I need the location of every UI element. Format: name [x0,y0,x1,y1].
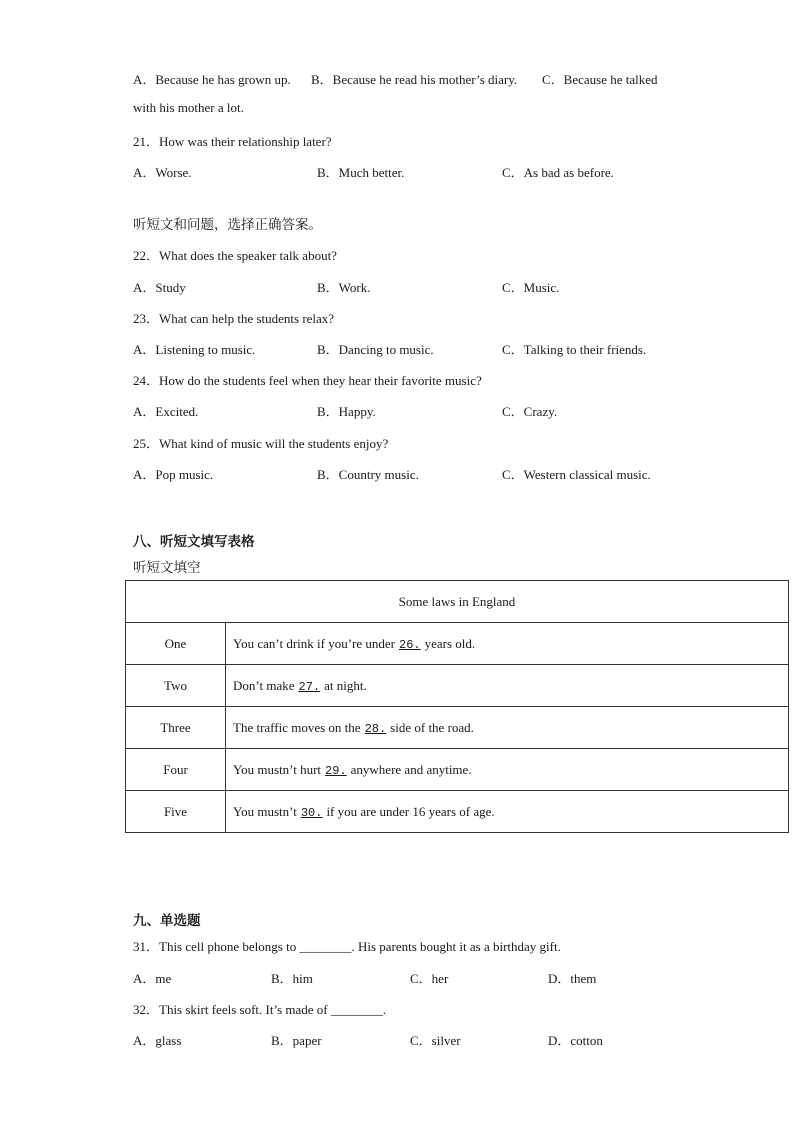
q21-option-b: B．Much better. [317,165,405,180]
row-number: Four [126,749,226,791]
section9-heading: 九、单选题 [133,913,201,929]
q24-stem: 24．How do the students feel when they hear their favorite music? [133,373,482,388]
laws-table [125,580,789,833]
q21-option-c: C．As bad as before. [502,165,614,180]
q20-option-a: A．Because he has grown up. [133,72,291,87]
q24-option-c: C．Crazy. [502,404,558,419]
row-number: Three [126,707,226,749]
section8-heading: 八、听短文填写表格 [133,534,255,550]
row-text-before: You mustn’t hurt [233,761,322,777]
q21-option-a: A．Worse. [133,165,192,180]
table-row [126,749,789,791]
q20-option-b: B．Because he read his mother’s diary. [311,72,518,87]
q21-stem: 21．How was their relationship later? [133,134,332,149]
answer-blank-30[interactable]: 30. [300,805,323,820]
row-text [226,749,789,791]
q22-option-b: B．Work. [317,280,371,295]
q32-option-d: D．cotton [548,1033,603,1048]
q23-stem: 23．What can help the students relax? [133,311,335,326]
answer-blank-26[interactable]: 26. [399,637,421,652]
table-row [126,665,789,707]
answer-blank-27[interactable]: 27. [298,679,321,694]
row-text-before: You can’t drink if you’re under [233,635,395,651]
row-text-after: anywhere and anytime. [350,761,472,777]
q31-option-b: B．him [271,971,313,986]
passage-instruction: 听短文和问题，选择正确答案。 [133,217,322,233]
row-text [226,791,789,833]
row-text-before: You mustn’t [233,803,297,819]
table-row [126,623,789,665]
q31-option-a: A．me [133,971,172,986]
table-row [126,707,789,749]
row-text-after: at night. [324,677,367,693]
laws-table-title: Some laws in England [126,581,789,623]
q32-option-c: C．silver [410,1033,461,1048]
q25-option-c: C．Western classical music. [502,467,651,482]
q22-option-a: A．Study [133,280,186,295]
row-text-after: if you are under 16 years of age. [326,803,495,819]
row-text-after: years old. [424,635,476,651]
answer-blank-29[interactable]: 29. [325,763,347,778]
q23-option-c: C．Talking to their friends. [502,342,647,357]
row-text-after: side of the road. [390,719,474,735]
row-text [226,707,789,749]
q25-option-b: B．Country music. [317,467,419,482]
q23-option-a: A．Listening to music. [133,342,256,357]
q23-option-b: B．Dancing to music. [317,342,434,357]
q24-option-a: A．Excited. [133,404,199,419]
section8-subheading: 听短文填空 [133,560,201,576]
row-text [226,623,789,665]
row-number: Five [126,791,226,833]
row-text [226,665,789,707]
q20-option-c-continued: with his mother a lot. [133,100,244,115]
q22-option-c: C．Music. [502,280,560,295]
q31-option-c: C．her [410,971,449,986]
q31-stem: 31．This cell phone belongs to ________. His parents bought it as a birthday gift. [133,939,561,954]
q32-stem: 32．This skirt feels soft. It’s made of ________. [133,1002,387,1017]
q31-option-d: D．them [548,971,597,986]
q32-option-b: B．paper [271,1033,322,1048]
table-row [126,791,789,833]
row-number: One [126,623,226,665]
row-number: Two [126,665,226,707]
q22-stem: 22．What does the speaker talk about? [133,248,337,263]
q20-option-c: C．Because he talked [542,72,658,87]
answer-blank-28[interactable]: 28. [364,721,387,736]
q25-option-a: A．Pop music. [133,467,214,482]
q25-stem: 25．What kind of music will the students enjoy? [133,436,389,451]
q24-option-b: B．Happy. [317,404,376,419]
q32-option-a: A．glass [133,1033,182,1048]
row-text-before: The traffic moves on the [233,719,361,735]
row-text-before: Don’t make [233,677,295,693]
